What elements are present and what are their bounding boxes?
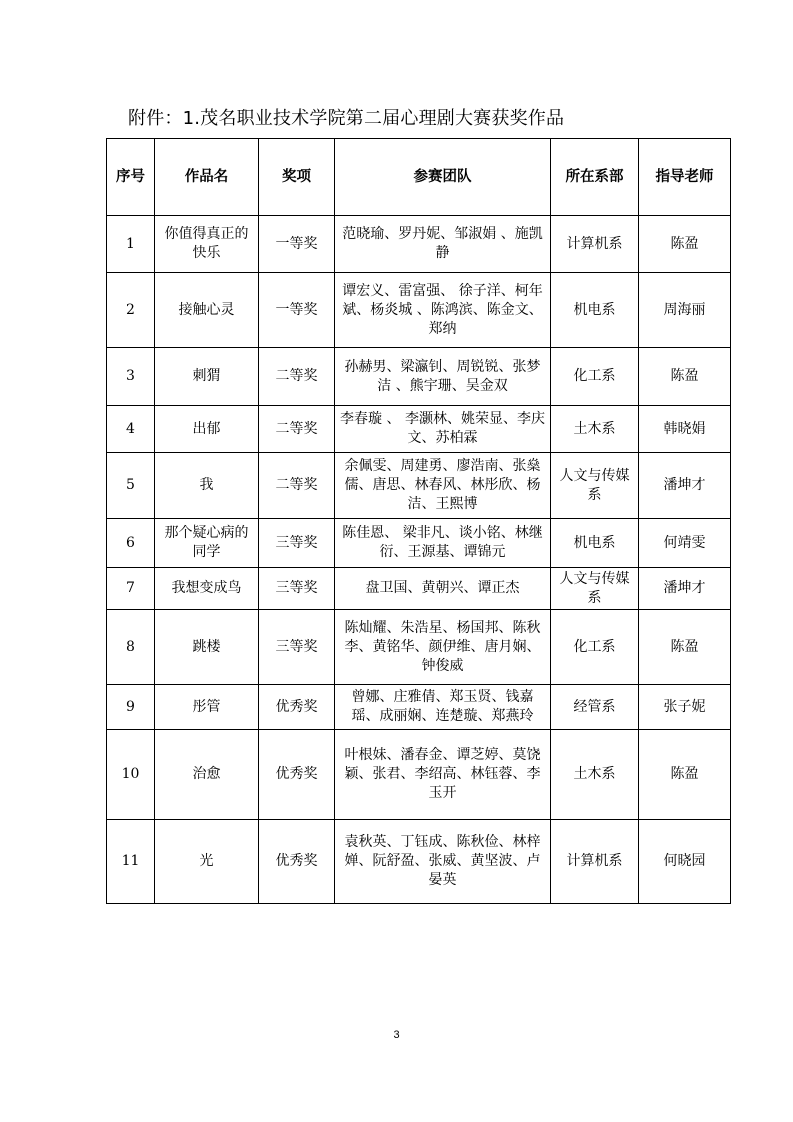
awards-table bbox=[106, 138, 731, 904]
cell-award: 优秀奖 bbox=[259, 820, 335, 904]
table-row bbox=[107, 453, 731, 519]
cell-teacher: 何靖雯 bbox=[639, 519, 731, 568]
cell-award: 二等奖 bbox=[259, 348, 335, 406]
cell-award: 二等奖 bbox=[259, 453, 335, 519]
table-row bbox=[107, 273, 731, 348]
cell-award: 一等奖 bbox=[259, 273, 335, 348]
cell-work: 治愈 bbox=[155, 730, 259, 820]
header-team: 参赛团队 bbox=[335, 139, 551, 216]
cell-teacher: 陈盈 bbox=[639, 216, 731, 273]
cell-team: 余佩雯、周建勇、廖浩南、张燊儒、唐思、林春风、林彤欣、杨洁、王熙博 bbox=[335, 453, 551, 519]
cell-work: 出郁 bbox=[155, 406, 259, 453]
cell-teacher: 韩晓娟 bbox=[639, 406, 731, 453]
cell-team: 谭宏义、雷富强、 徐子洋、柯年斌、杨炎城 、陈鸿滨、陈金文、郑纳 bbox=[335, 273, 551, 348]
cell-department: 计算机系 bbox=[551, 216, 639, 273]
cell-team: 盘卫国、黄朝兴、谭正杰 bbox=[335, 568, 551, 610]
cell-work: 我 bbox=[155, 453, 259, 519]
cell-team: 叶根妹、潘春金、谭芝婷、莫饶颖、张君、李绍高、林钰蓉、李玉开 bbox=[335, 730, 551, 820]
cell-team: 陈佳恩、 梁非凡、谈小铭、林继衍、王源基、谭锦元 bbox=[335, 519, 551, 568]
table-row bbox=[107, 730, 731, 820]
cell-department: 人文与传媒系 bbox=[551, 568, 639, 610]
cell-number: 2 bbox=[107, 273, 155, 348]
header-number: 序号 bbox=[107, 139, 155, 216]
cell-number: 1 bbox=[107, 216, 155, 273]
cell-team: 范晓瑜、罗丹妮、邹淑娟 、施凯静 bbox=[335, 216, 551, 273]
cell-team: 李春璇 、 李灏林、姚荣显、李庆文、苏柏霖 bbox=[335, 406, 551, 453]
cell-department: 人文与传媒系 bbox=[551, 453, 639, 519]
page-number: 3 bbox=[393, 1029, 400, 1041]
cell-number: 4 bbox=[107, 406, 155, 453]
cell-award: 三等奖 bbox=[259, 519, 335, 568]
cell-teacher: 陈盈 bbox=[639, 348, 731, 406]
cell-number: 7 bbox=[107, 568, 155, 610]
table-row bbox=[107, 685, 731, 730]
cell-number: 8 bbox=[107, 610, 155, 685]
table-row bbox=[107, 348, 731, 406]
table-row bbox=[107, 568, 731, 610]
table-row bbox=[107, 519, 731, 568]
cell-department: 计算机系 bbox=[551, 820, 639, 904]
cell-department: 机电系 bbox=[551, 273, 639, 348]
cell-award: 一等奖 bbox=[259, 216, 335, 273]
cell-award: 三等奖 bbox=[259, 610, 335, 685]
cell-department: 经管系 bbox=[551, 685, 639, 730]
cell-award: 优秀奖 bbox=[259, 685, 335, 730]
cell-teacher: 陈盈 bbox=[639, 730, 731, 820]
cell-number: 9 bbox=[107, 685, 155, 730]
cell-number: 3 bbox=[107, 348, 155, 406]
document-title: 附件：1.茂名职业技术学院第二届心理剧大赛获奖作品 bbox=[128, 108, 565, 129]
cell-department: 机电系 bbox=[551, 519, 639, 568]
cell-team: 孙赫男、梁瀛钊、周锐锐、张梦洁 、熊宇珊、吴金双 bbox=[335, 348, 551, 406]
cell-department: 土木系 bbox=[551, 730, 639, 820]
header-award: 奖项 bbox=[259, 139, 335, 216]
cell-work: 接触心灵 bbox=[155, 273, 259, 348]
cell-teacher: 潘坤才 bbox=[639, 453, 731, 519]
cell-teacher: 张子妮 bbox=[639, 685, 731, 730]
table-row bbox=[107, 610, 731, 685]
cell-teacher: 周海丽 bbox=[639, 273, 731, 348]
cell-teacher: 陈盈 bbox=[639, 610, 731, 685]
cell-department: 化工系 bbox=[551, 348, 639, 406]
cell-award: 三等奖 bbox=[259, 568, 335, 610]
cell-team: 曾娜、庄雅倩、郑玉贤、钱嘉瑶、成丽娴、连楚璇、郑燕玲 bbox=[335, 685, 551, 730]
cell-work: 彤管 bbox=[155, 685, 259, 730]
cell-number: 10 bbox=[107, 730, 155, 820]
header-work: 作品名 bbox=[155, 139, 259, 216]
cell-number: 5 bbox=[107, 453, 155, 519]
header-teacher: 指导老师 bbox=[639, 139, 731, 216]
cell-team: 袁秋英、丁钰成、陈秋俭、林梓婵、阮舒盈、张威、黄坚波、卢晏英 bbox=[335, 820, 551, 904]
table-row bbox=[107, 406, 731, 453]
cell-number: 11 bbox=[107, 820, 155, 904]
cell-work: 我想变成鸟 bbox=[155, 568, 259, 610]
cell-number: 6 bbox=[107, 519, 155, 568]
cell-teacher: 何晓园 bbox=[639, 820, 731, 904]
table-row bbox=[107, 820, 731, 904]
cell-work: 那个疑心病的同学 bbox=[155, 519, 259, 568]
cell-award: 二等奖 bbox=[259, 406, 335, 453]
cell-work: 光 bbox=[155, 820, 259, 904]
cell-department: 土木系 bbox=[551, 406, 639, 453]
cell-work: 你值得真正的快乐 bbox=[155, 216, 259, 273]
cell-department: 化工系 bbox=[551, 610, 639, 685]
cell-work: 跳楼 bbox=[155, 610, 259, 685]
table-header-row bbox=[107, 139, 731, 216]
cell-work: 刺猬 bbox=[155, 348, 259, 406]
table-row bbox=[107, 216, 731, 273]
cell-team: 陈灿耀、朱浩星、杨国邦、陈秋李、黄铭华、颜伊维、唐月娴、钟俊威 bbox=[335, 610, 551, 685]
cell-teacher: 潘坤才 bbox=[639, 568, 731, 610]
header-department: 所在系部 bbox=[551, 139, 639, 216]
cell-award: 优秀奖 bbox=[259, 730, 335, 820]
